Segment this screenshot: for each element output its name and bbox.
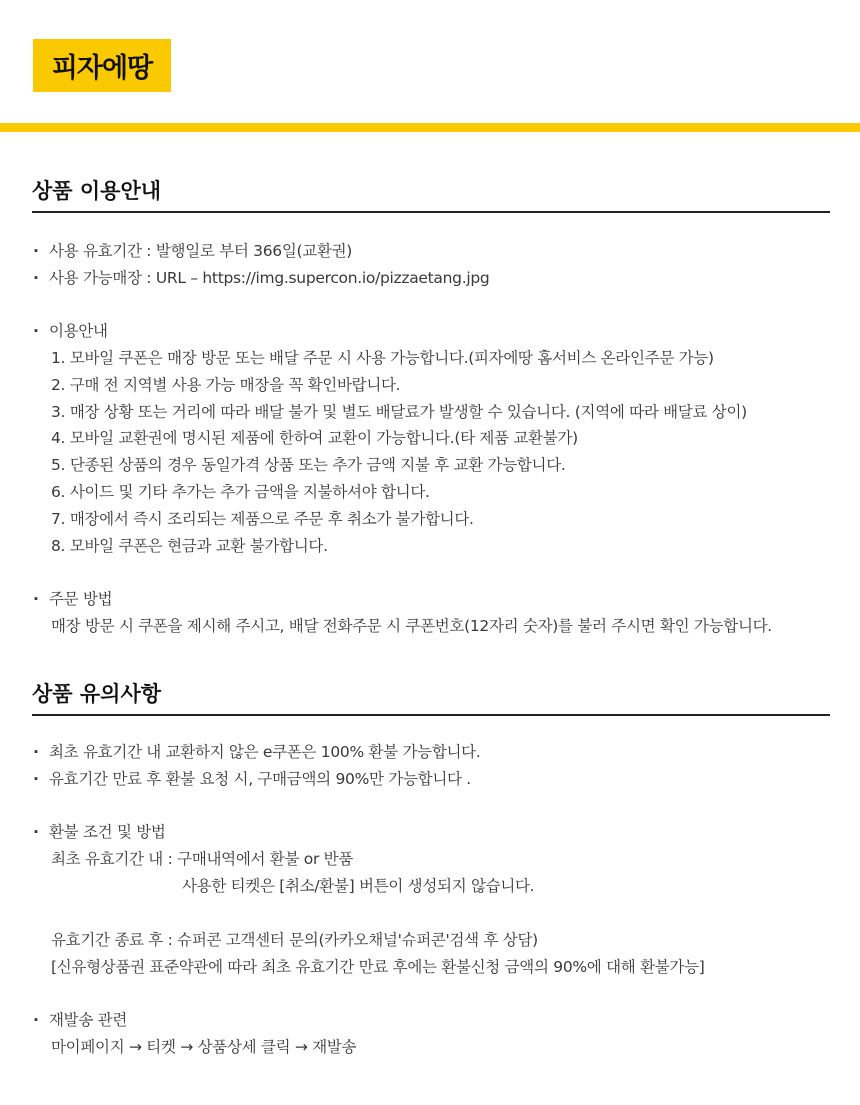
guide-item: 7. 매장에서 즉시 조리되는 제품으로 주문 후 취소가 불가합니다. bbox=[51, 510, 474, 528]
guide-title: · 이용안내 bbox=[33, 320, 108, 342]
resend-path: 마이페이지 → 티켓 → 상품상세 클릭 → 재발송 bbox=[51, 1038, 357, 1056]
within-period-text: 최초 유효기간 내 : 구매내역에서 환불 or 반품 bbox=[51, 850, 354, 868]
refund-text: · 유효기간 만료 후 환불 요청 시, 구매금액의 90%만 가능합니다 . bbox=[33, 768, 471, 790]
order-text: 매장 방문 시 쿠폰을 제시해 주시고, 배달 전화주문 시 쿠폰번호(12자리 숫자)를 불러 주시면 확인 가능합니다. bbox=[51, 617, 772, 635]
guide-item: 8. 모바일 쿠폰은 현금과 교환 불가합니다. bbox=[51, 537, 328, 555]
after-period-text: 유효기간 종료 후 : 슈퍼콘 고객센터 문의(카카오채널'슈퍼콘'검색 후 상담) bbox=[51, 931, 538, 949]
guide-item: 4. 모바일 교환권에 명시된 제품에 한하여 교환이 가능합니다.(타 제품 교환불가) bbox=[51, 429, 578, 447]
header bbox=[0, 0, 860, 123]
validity-text: · 사용 유효기간 : 발행일로 부터 366일(교환권) bbox=[33, 240, 352, 262]
guide-item: 1. 모바일 쿠폰은 매장 방문 또는 배달 주문 시 사용 가능합니다.(피자에땅 홈서비스 온라인주문 가능) bbox=[51, 349, 714, 367]
accent-bar bbox=[0, 123, 860, 132]
refund-text: · 최초 유효기간 내 교환하지 않은 e쿠폰은 100% 환불 가능합니다. bbox=[33, 741, 480, 763]
guide-item: 2. 구매 전 지역별 사용 가능 매장을 꼭 확인바랍니다. bbox=[51, 376, 401, 394]
refund-method-title: · 환불 조건 및 방법 bbox=[33, 821, 166, 843]
guide-item: 3. 매장 상황 또는 거리에 따라 배달 불가 및 별도 배달료가 발생할 수 있습니다. (지역에 따라 배달료 상이) bbox=[51, 403, 747, 421]
section-title-notice: 상품 유의사항 bbox=[32, 680, 830, 716]
section-title-usage: 상품 이용안내 bbox=[32, 177, 830, 213]
brand-logo: 피자에땅 bbox=[33, 39, 171, 92]
stores-text: · 사용 가능매장 : URL – https://img.supercon.io/pizzaetang.jpg bbox=[33, 267, 489, 289]
within-period-note: 사용한 티켓은 [취소/환불] 버튼이 생성되지 않습니다. bbox=[182, 877, 535, 895]
guide-item: 5. 단종된 상품의 경우 동일가격 상품 또는 추가 금액 지불 후 교환 가능합니다. bbox=[51, 456, 566, 474]
order-title: · 주문 방법 bbox=[33, 588, 112, 610]
guide-item: 6. 사이드 및 기타 추가는 추가 금액을 지불하셔야 합니다. bbox=[51, 483, 430, 501]
resend-title: · 재발송 관련 bbox=[33, 1009, 127, 1031]
terms-note: [신유형상품권 표준약관에 따라 최초 유효기간 만료 후에는 환불신청 금액의 90%에 대해 환불가능] bbox=[51, 958, 705, 976]
